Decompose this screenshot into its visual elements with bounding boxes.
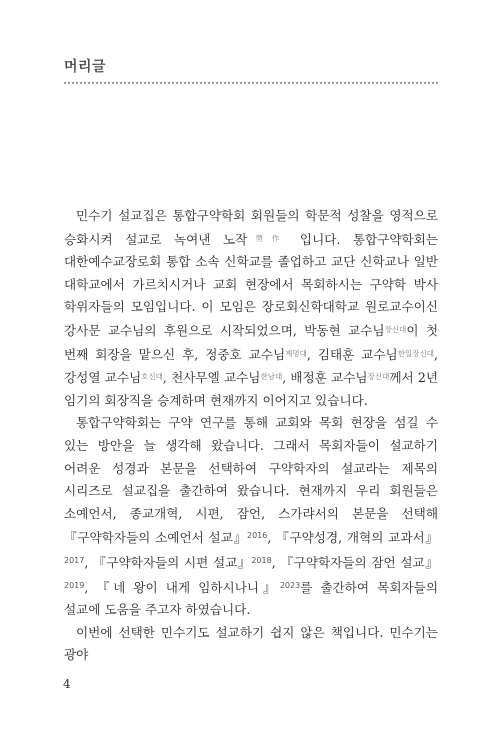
text-run: , 배정훈 교수님 [282,370,368,386]
paragraph [64,205,438,412]
text-run: , 강성열 교수님 [64,346,438,386]
chapter-title: 머리글 [64,59,107,75]
text-run: , 『구약학자들의 시편 설교』 [84,554,252,570]
year-superscript: 2019 [64,580,85,590]
inline-annotation: 한일장신대 [397,348,434,358]
year-superscript: 2018 [251,555,272,565]
inline-annotation: 계명대 [285,348,307,358]
body-text [64,205,438,667]
text-run: , 천사무엘 교수님 [162,370,261,386]
page-number: 4 [63,677,71,691]
text-run: 께서 2년 임기의 회장직을 승계하며 현재까지 이어지고 있습니다. [64,370,438,408]
inline-annotation: 장신대 [384,324,407,334]
inline-annotation: 勞作 [247,233,288,243]
header-dotted-divider [64,82,438,84]
paragraph [64,412,438,621]
text-run: 를 출간하여 목회자들의 설교에 도움을 주고자 하였습니다. [64,579,439,618]
text-run: , 김태훈 교수님 [306,346,398,362]
text-run: 입니다. 통합구약학회는 대한예수교장로회 통합 소속 신학교를 졸업하고 교단 신학교나 일반 대학교에서 가르치시거나 교회 현장에서 목회하시는 구약학 박사 학위자들의 모임입니다. 이 모임은 장로회신학대학교 원로교수이신 강사문 교수님의 후원으로 시작되었으며, 박동현 교수님 [64,231,438,338]
paragraph [64,622,438,667]
year-superscript: 2017 [64,555,85,565]
inline-annotation: 한남대 [260,372,283,382]
text-run: 통합구약학회는 구약 연구를 통해 교회와 목회 현장을 섬길 수 있는 방안을 늘 생각해 왔습니다. 그래서 목회자들이 설교하기 어려운 성경과 본문을 선택하여 구약학자의 설교라는 제목의 시리즈로 설교집을 출간하여 왔습니다. 현재까지 우리 회원들은 소예언서, 종교개혁, 시편, 잠언, 스가랴서의 본문을 선택해 『구약학자들의 소예언서 설교』 [64,415,438,546]
text-run: 민수기 설교집은 통합구약학회 회원들의 학문적 성찰을 영적으로 승화시켜 설교로 녹여낸 노작 [64,208,438,247]
text-run: 이번에 선택한 민수기도 설교하기 쉽지 않은 책입니다. 민수기는 광야 [64,624,438,663]
text-run: 이 첫 번째 회장을 맡으신 후, 정중호 교수님 [64,322,438,362]
year-superscript: 2023 [279,580,301,590]
inline-annotation: 호신대 [141,372,163,382]
inline-annotation: 장신대 [367,372,390,382]
text-run: , 『네 왕이 내게 임하시나니』 [84,579,280,595]
text-run: , 『구약학자들의 잠언 설교』 [271,554,438,570]
text-run: , 『구약성경, 개혁의 교과서』 [267,530,438,546]
year-superscript: 2016 [246,531,268,541]
